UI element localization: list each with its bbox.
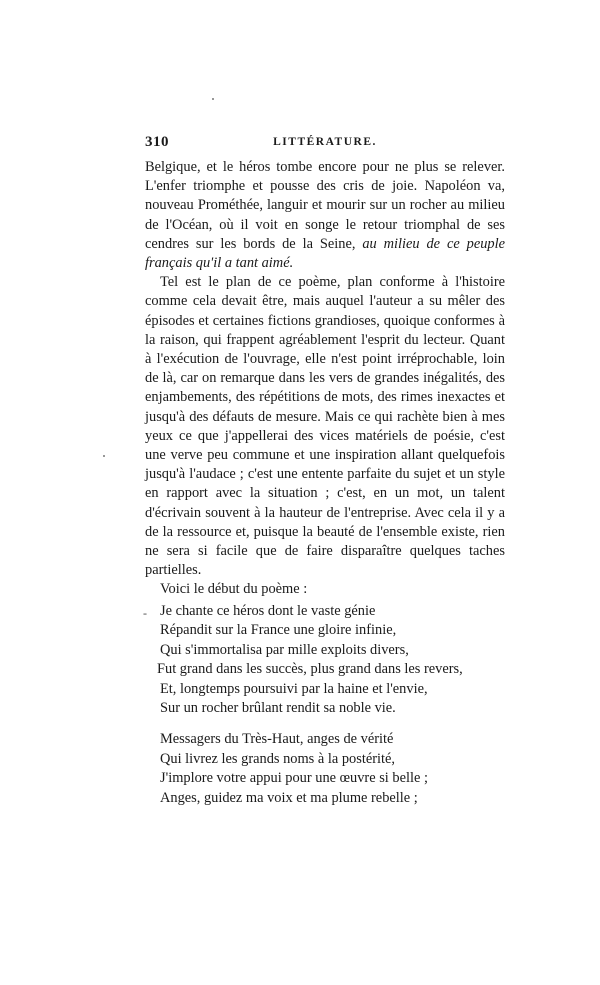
verse-line: Qui s'immortalisa par mille exploits divers, xyxy=(160,641,409,658)
verse-line: Qui livrez les grands noms à la postérité, xyxy=(160,750,395,767)
paragraph-continuation xyxy=(145,158,505,273)
verse-line: J'implore votre appui pour une œuvre si belle ; xyxy=(160,770,428,787)
paper-speck xyxy=(103,455,105,457)
verse-line: Répandit sur la France une gloire infinie, xyxy=(160,622,397,639)
running-head xyxy=(145,134,505,152)
verse-line: Fut grand dans les succès, plus grand dans les revers, xyxy=(157,661,463,678)
verse-line: Je chante ce héros dont le vaste génie xyxy=(160,603,376,619)
body-text xyxy=(145,158,505,600)
margin-mark: - xyxy=(143,606,147,620)
paragraph-intro-poem: Voici le début du poème : xyxy=(160,581,308,598)
running-title: LITTÉRATURE. xyxy=(273,136,377,148)
paragraph-critique: Tel est le plan de ce poème, plan conforme à l'histoire comme cela devait être, mais auquel l'auteur a su mêler des épisodes et certaines fictions grandioses, quoique conformes à la raison, qui frappent agréablement l'esprit du lecteur. Quant à l'exécution de l'ouvrage, elle n'est point irréprochable, loin de là, car on remarque dans les vers de grandes inégalités, des enjambements, des répétitions de mots, des rimes inexactes et jusqu'à des défauts de mesure. Mais ce qui rachète bien à mes yeux ce que j'appellerai des vices matériels de poésie, c'est une verve peu commune et une inspiration allant quelquefois jusqu'à l'audace ; c'est une entente parfaite du sujet et un style en rapport avec la situation ; c'est, en un mot, un talent d'écrivain souvent à la hauteur de l'entreprise. Avec cela il y a de la ressource et, puisque la beauté de l'ensemble existe, rien ne sera si facile que de faire disparaître quelques taches partielles. xyxy=(145,274,505,579)
verse-line: Messagers du Très-Haut, anges de vérité xyxy=(160,731,394,748)
stanza-2 xyxy=(160,730,510,808)
paragraph-continuation-text: Belgique, et le héros tombe encore pour ne plus se relever. L'enfer triomphe et pousse des cris de joie. Napoléon va, nouveau Prométhée, languir et mourir sur un rocher au milieu de l'Océan, où il voit en songe le retour triomphal de ses cendres sur les bords de la Seine, xyxy=(145,159,505,252)
verse-line: Anges, guidez ma voix et ma plume rebelle ; xyxy=(160,789,418,806)
paper-speck xyxy=(212,98,214,100)
italic-quote: au milieu de ce peuple français qu'il a tant aimé. xyxy=(145,235,505,272)
verse-line: Et, longtemps poursuivi par la haine et l'envie, xyxy=(160,680,428,697)
page-number: 310 xyxy=(145,134,169,150)
stanza-1 xyxy=(157,602,510,718)
poem-excerpt xyxy=(157,602,510,820)
verse-line: Sur un rocher brûlant rendit sa noble vie. xyxy=(160,700,396,717)
